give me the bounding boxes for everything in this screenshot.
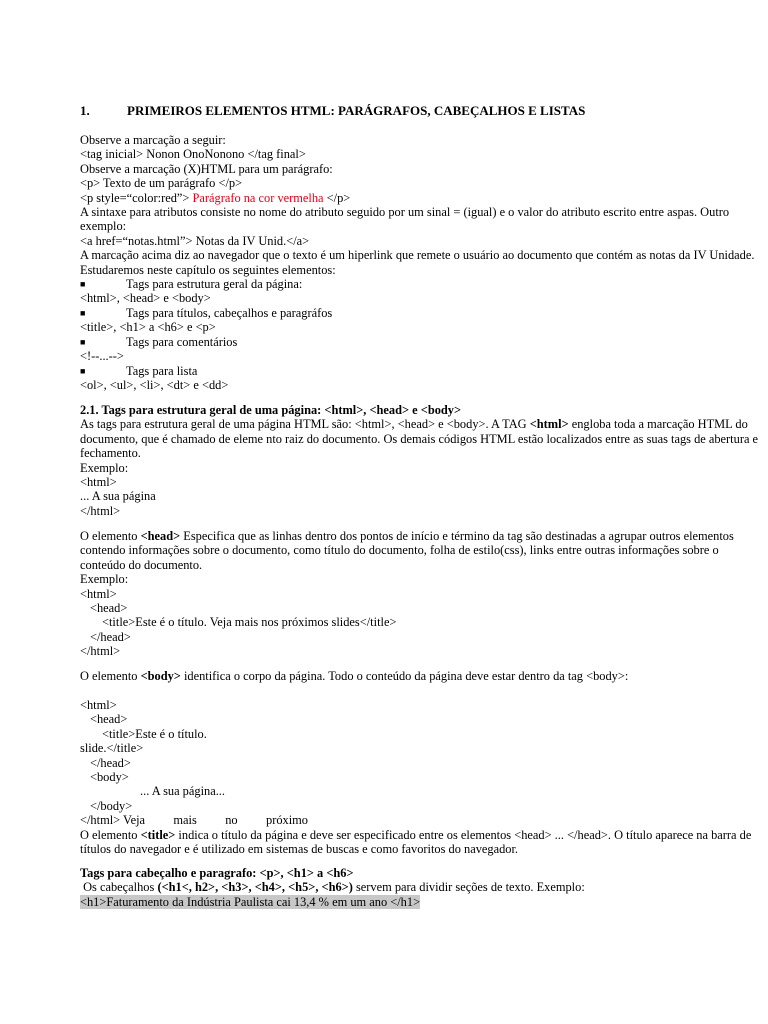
code-line: </head> bbox=[90, 755, 131, 770]
chapter-heading bbox=[80, 104, 585, 118]
code-line: <html> bbox=[80, 586, 117, 601]
chapter-number: 1. bbox=[80, 103, 90, 118]
section-title: 2.1. Tags para estrutura geral de uma página: <html>, <head> e <body> bbox=[80, 403, 462, 417]
code-line: <tag inicial> Nonon OnoNonono </tag final> bbox=[80, 147, 306, 162]
code-line: <title>Este é o título. bbox=[102, 726, 207, 741]
code-line: </html> bbox=[80, 644, 121, 659]
bullet-icon: ■ bbox=[80, 336, 86, 347]
intro-line: Observe a marcação a seguir: bbox=[80, 133, 226, 147]
code-line: ... A sua página bbox=[80, 489, 156, 504]
code-line: <a href=“notas.html”> Notas da IV Unid.</a> bbox=[80, 233, 310, 248]
red-text: Parágrafo na cor vermelha bbox=[192, 190, 324, 205]
intro-paragraph: A marcação acima diz ao navegador que o texto é um hiperlink que remete o usuário ao documento que contém as notas da IV Unidade. Estudaremos neste capítulo os seguintes elementos: bbox=[80, 248, 758, 277]
highlighted-code: <h1>Faturamento da Indústria Paulista cai 13,4 % em um ano </h1> bbox=[80, 894, 421, 909]
code-line: </html> bbox=[80, 503, 121, 518]
paragraph: O elemento <title> indica o título da página e deve ser especificado entre os elementos <head> ... </head>. O título aparece na barra de títulos do navegador e é utilizado em sistemas de buscas e como favoritos do navegador. bbox=[80, 827, 755, 857]
tag-list: <!--...--> bbox=[80, 349, 124, 364]
paragraph: O elemento <head> Especifica que as linhas dentro dos pontos de início e término da tag são destinadas a agrupar outros elementos contendo informações sobre o documento, como título do documento, folha de estilo(css), links entre outras informações sobre o conteúdo do documento. bbox=[80, 529, 737, 572]
code-line: Exemplo: bbox=[80, 460, 129, 475]
body-explanation bbox=[80, 669, 764, 683]
code-line: ... A sua página... bbox=[140, 784, 226, 799]
code-line: <head> bbox=[90, 601, 128, 616]
bullet-icon: ■ bbox=[80, 279, 86, 290]
head-explanation bbox=[80, 529, 764, 659]
list-item: ■ Tags para títulos, cabeçalhos e paragráfos bbox=[80, 305, 333, 320]
chapter-title: PRIMEIROS ELEMENTOS HTML: PARÁGRAFOS, CABEÇALHOS E LISTAS bbox=[127, 103, 586, 118]
code-line: <head> bbox=[90, 712, 128, 727]
bullet-icon: ■ bbox=[80, 365, 86, 376]
tag-list: <ol>, <ul>, <li>, <dt> e <dd> bbox=[80, 377, 229, 392]
paragraph: Os cabeçalhos (<h1<, h2>, <h3>, <h4>, <h5>, <h6>) servem para dividir seções de texto. Exemplo: bbox=[80, 880, 585, 895]
bullet-icon: ■ bbox=[80, 307, 86, 318]
list-item: ■ Tags para lista bbox=[80, 363, 198, 378]
section-headings bbox=[80, 866, 764, 909]
body-example bbox=[80, 698, 764, 856]
list-item: ■ Tags para comentários bbox=[80, 334, 238, 349]
tag-list: <html>, <head> e <body> bbox=[80, 291, 211, 306]
code-line: slide.</title> bbox=[80, 741, 144, 756]
code-line: </body> bbox=[90, 798, 133, 813]
code-line: Exemplo: bbox=[80, 572, 129, 587]
intro-line: Observe a marcação (X)HTML para um parágrafo: bbox=[80, 161, 333, 176]
code-line-red-paragraph: <p style=“color:red”> Parágrafo na cor vermelha </p> bbox=[80, 190, 351, 205]
tag-list: <title>, <h1> a <h6> e <p> bbox=[80, 320, 216, 335]
code-line: <p> Texto de um parágrafo </p> bbox=[80, 176, 243, 191]
code-line: <title>Este é o título. Veja mais nos próximos slides</title> bbox=[102, 615, 397, 630]
intro-paragraph: A sintaxe para atributos consiste no nome do atributo seguido por um sinal = (igual) e o valor do atributo escrito entre aspas. Outro exemplo: bbox=[80, 205, 733, 234]
code-line: <html> bbox=[80, 698, 117, 712]
code-line: <body> bbox=[90, 770, 129, 785]
code-line: <html> bbox=[80, 475, 117, 490]
section-2-1 bbox=[80, 403, 764, 518]
paragraph: As tags para estrutura geral de uma página HTML são: <html>, <head> e <body>. A TAG <html> engloba toda a marcação HTML do documento, que é chamado de eleme nto raiz do documento. Os demais códigos HTML estão localizados entre as suas tags de abertura e fechamento. bbox=[80, 417, 762, 461]
list-item: ■ Tags para estrutura geral da página: bbox=[80, 277, 303, 292]
intro-section bbox=[80, 133, 764, 392]
code-line: </head> bbox=[90, 629, 131, 644]
section-title: Tags para cabeçalho e paragrafo: <p>, <h1> a <h6> bbox=[80, 866, 354, 880]
paragraph: O elemento <body> identifica o corpo da página. Todo o conteúdo da página deve estar dentro da tag <body>: bbox=[80, 669, 629, 683]
code-line-justified: </html> Veja mais no próximo bbox=[80, 813, 308, 828]
